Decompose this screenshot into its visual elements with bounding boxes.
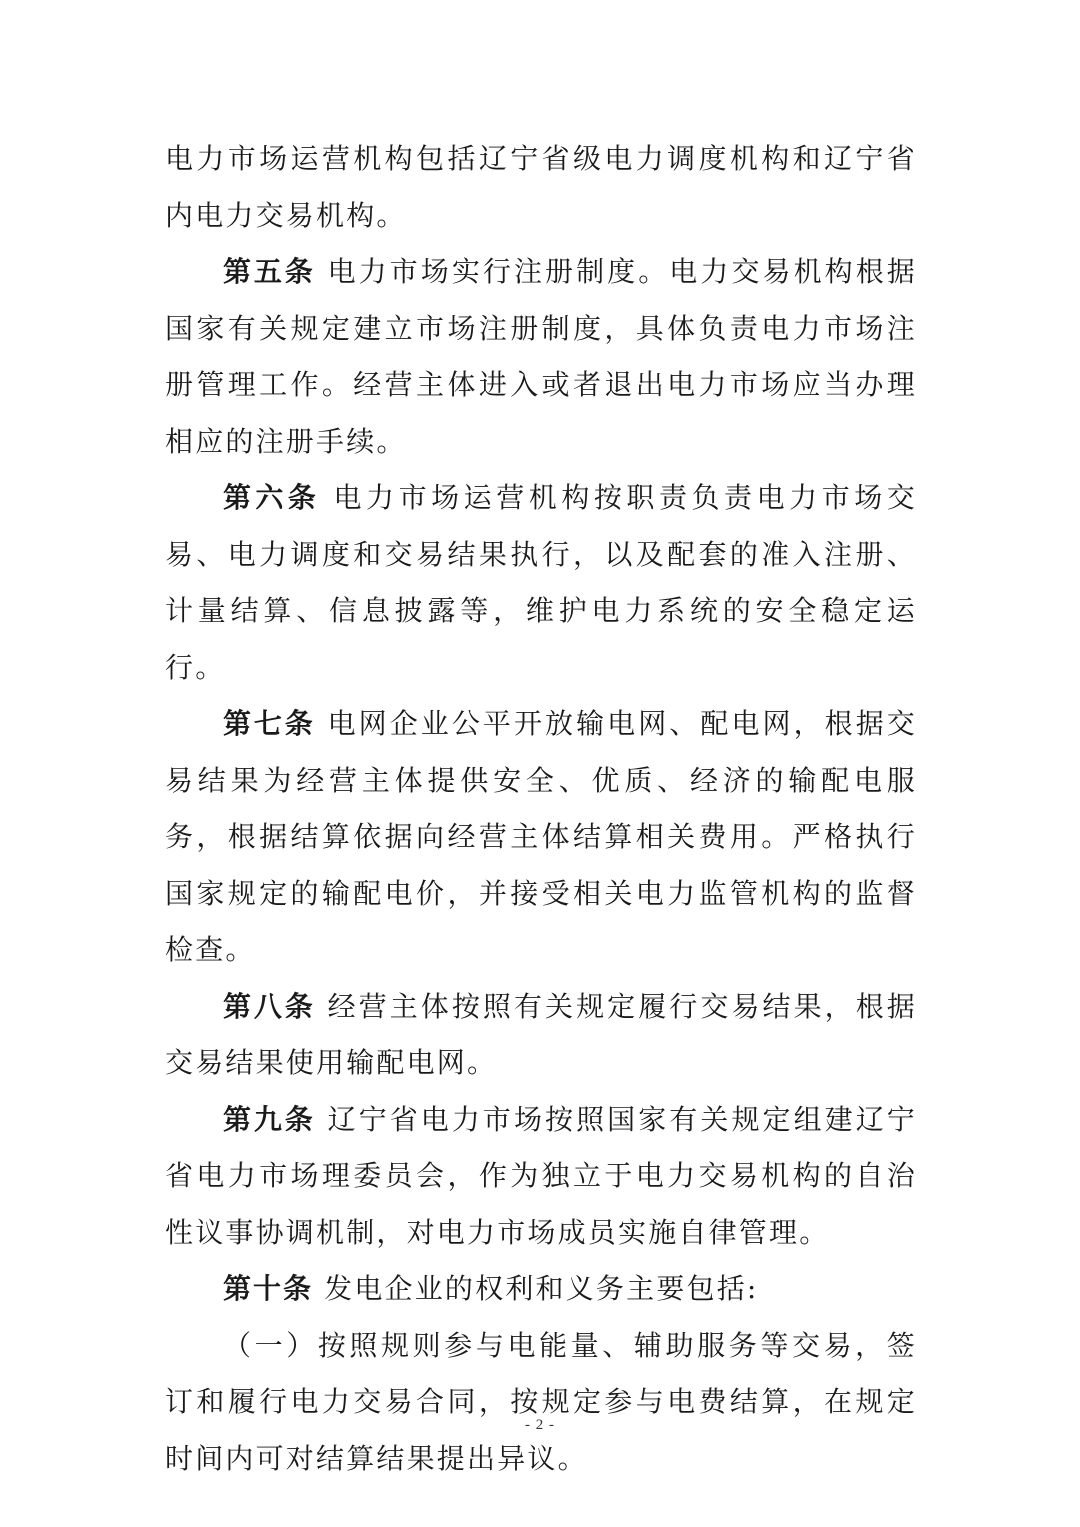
article-text: 发电企业的权利和义务主要包括: [324,1272,759,1305]
article-number: 第七条 [223,707,316,740]
article-9 [165,1092,917,1262]
article-10-item-1 [165,1318,917,1488]
article-text: 电力市场实行注册制度。电力交易机构根据国家有关规定建立市场注册制度，具体负责电力市场注册管理工作。经营主体进入或者退出电力市场应当办理相应的注册手续。 [165,255,917,458]
article-text: 电力市场运营机构按职责负责电力市场交易、电力调度和交易结果执行，以及配套的准入注册、计量结算、信息披露等，维护电力系统的安全稳定运行。 [165,481,917,684]
page-number: - 2 - [525,1417,555,1433]
article-7 [165,696,917,979]
article-text: 电网企业公平开放输电网、配电网，根据交易结果为经营主体提供安全、优质、经济的输配电服务，根据结算依据向经营主体结算相关费用。严格执行国家规定的输配电价，并接受相关电力监管机构的监督检查。 [165,707,917,966]
article-text: 经营主体按照有关规定履行交易结果，根据交易结果使用输配电网。 [165,989,917,1079]
list-item-text: （一）按照规则参与电能量、辅助服务等交易，签订和履行电力交易合同，按规定参与电费结算，在规定时间内可对结算结果提出异议。 [165,1328,917,1475]
article-text: 辽宁省电力市场按照国家有关规定组建辽宁省电力市场理委员会，作为独立于电力交易机构的自治性议事协调机制，对电力市场成员实施自律管理。 [165,1102,917,1249]
article-10 [165,1261,917,1318]
article-number: 第六条 [223,481,321,514]
article-5 [165,244,917,470]
document-body [165,131,917,1487]
article-8 [165,979,917,1092]
article-number: 第九条 [223,1102,316,1136]
article-number: 第五条 [223,255,316,288]
article-6 [165,470,917,696]
paragraph-operators [165,131,917,244]
paragraph-text: 电力市场运营机构包括辽宁省级电力调度机构和辽宁省内电力交易机构。 [165,142,917,232]
article-number: 第八条 [223,989,316,1023]
article-number: 第十条 [223,1272,314,1305]
